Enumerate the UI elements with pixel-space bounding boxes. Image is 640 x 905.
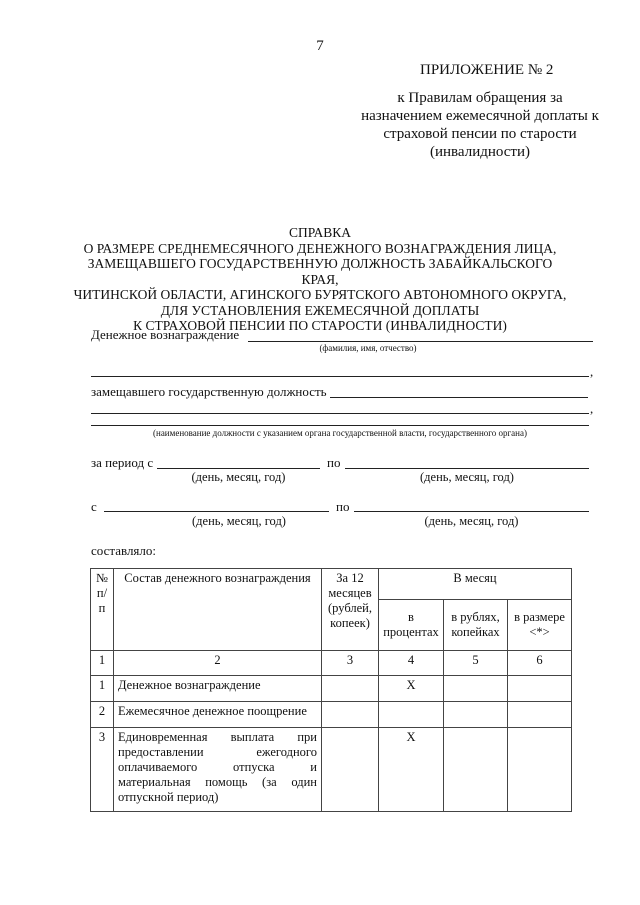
- appendix-title: ПРИЛОЖЕНИЕ № 2: [420, 62, 554, 78]
- name-line-continued[interactable]: [91, 376, 589, 377]
- cell-percent[interactable]: X: [379, 728, 444, 812]
- cell-size[interactable]: [508, 676, 572, 702]
- appendix-line: страховой пенсии по старости: [383, 126, 577, 142]
- period2-to-line[interactable]: [354, 511, 589, 512]
- from-label: с: [91, 499, 97, 514]
- date-caption: (день, месяц, год): [420, 470, 514, 484]
- document-title: [70, 225, 570, 334]
- column-number: 2: [114, 651, 322, 676]
- row-name: Единовременная выплата при предоставлении ежегодного оплачиваемого отпуска и материальная помощь (за один отпускной период): [114, 728, 322, 812]
- cell-rubles[interactable]: [444, 702, 508, 728]
- date-caption: (день, месяц, год): [424, 514, 519, 528]
- header-composition: Состав денежного вознаграждения: [114, 569, 322, 651]
- column-number: 3: [322, 651, 379, 676]
- period-from-line[interactable]: [157, 468, 320, 469]
- date-caption: (день, месяц, год): [192, 514, 286, 528]
- column-number: 4: [379, 651, 444, 676]
- cell-size[interactable]: [508, 728, 572, 812]
- title-line: О РАЗМЕРЕ СРЕДНЕМЕСЯЧНОГО ДЕНЕЖНОГО ВОЗНАГРАЖДЕНИЯ ЛИЦА,: [83, 240, 557, 256]
- row-name: Денежное вознаграждение: [114, 676, 322, 702]
- cell-size[interactable]: [508, 702, 572, 728]
- cell-for-12-months[interactable]: [322, 728, 379, 812]
- appendix-reference: [360, 89, 600, 161]
- title-line: СПРАВКА: [288, 225, 352, 240]
- header-for-12-months: За 12 месяцев (рублей, копеек): [322, 569, 379, 651]
- name-line[interactable]: [248, 341, 593, 342]
- position-line[interactable]: [330, 397, 588, 398]
- table-row: [91, 702, 572, 728]
- column-number: 1: [91, 651, 114, 676]
- cell-rubles[interactable]: [444, 676, 508, 702]
- cell-for-12-months[interactable]: [322, 676, 379, 702]
- row-num: 2: [91, 702, 114, 728]
- column-number: 5: [444, 651, 508, 676]
- to-label: по: [336, 499, 350, 514]
- cell-percent[interactable]: X: [379, 676, 444, 702]
- date-caption: (день, месяц, год): [191, 470, 286, 484]
- to-label: по: [327, 455, 341, 470]
- position-label: замещавшего государственную должность: [91, 384, 327, 399]
- row-name: Ежемесячное денежное поощрение: [114, 702, 322, 728]
- comma: ,: [590, 401, 594, 416]
- column-number: 6: [508, 651, 572, 676]
- header-num: № п/п: [91, 569, 114, 651]
- cell-percent[interactable]: [379, 702, 444, 728]
- title-line: ДЛЯ УСТАНОВЛЕНИЯ ЕЖЕМЕСЯЧНОЙ ДОПЛАТЫ: [160, 302, 480, 318]
- appendix-line: к Правилам обращения за: [397, 90, 563, 106]
- reward-label: Денежное вознаграждение: [91, 327, 240, 342]
- appendix-line: назначением ежемесячной доплаты к: [361, 108, 599, 124]
- table-row: [91, 676, 572, 702]
- table-row: [91, 728, 572, 812]
- amounted-label: составляло:: [91, 543, 157, 558]
- column-number-row: [91, 651, 572, 676]
- cell-rubles[interactable]: [444, 728, 508, 812]
- page-number: 7: [316, 38, 324, 54]
- row-num: 3: [91, 728, 114, 812]
- title-line: ЧИТИНСКОЙ ОБЛАСТИ, АГИНСКОГО БУРЯТСКОГО АВТОНОМНОГО ОКРУГА,: [73, 287, 567, 302]
- title-line: К СТРАХОВОЙ ПЕНСИИ ПО СТАРОСТИ (ИНВАЛИДНОСТИ): [133, 318, 507, 333]
- period2-from-line[interactable]: [104, 511, 329, 512]
- position-line-3[interactable]: [91, 425, 589, 426]
- appendix-line: (инвалидности): [429, 144, 530, 160]
- name-caption: (фамилия, имя, отчество): [319, 343, 417, 353]
- period-label: за период с: [91, 455, 154, 470]
- position-caption: (наименование должности с указанием органа государственной власти, государственного органа): [153, 428, 527, 438]
- header-size: в размере <*>: [508, 600, 572, 651]
- comma: ,: [590, 364, 594, 379]
- position-line-2[interactable]: [91, 413, 589, 414]
- period-to-line[interactable]: [345, 468, 589, 469]
- header-rubles: в рублях, копейках: [444, 600, 508, 651]
- header-per-month: В месяц: [379, 569, 572, 600]
- title-line: ЗАМЕЩАВШЕГО ГОСУДАРСТВЕННУЮ ДОЛЖНОСТЬ ЗАБАЙКАЛЬСКОГО КРАЯ,: [87, 256, 553, 287]
- header-percent: в процентах: [379, 600, 444, 651]
- cell-for-12-months[interactable]: [322, 702, 379, 728]
- row-num: 1: [91, 676, 114, 702]
- reward-table: [90, 568, 572, 812]
